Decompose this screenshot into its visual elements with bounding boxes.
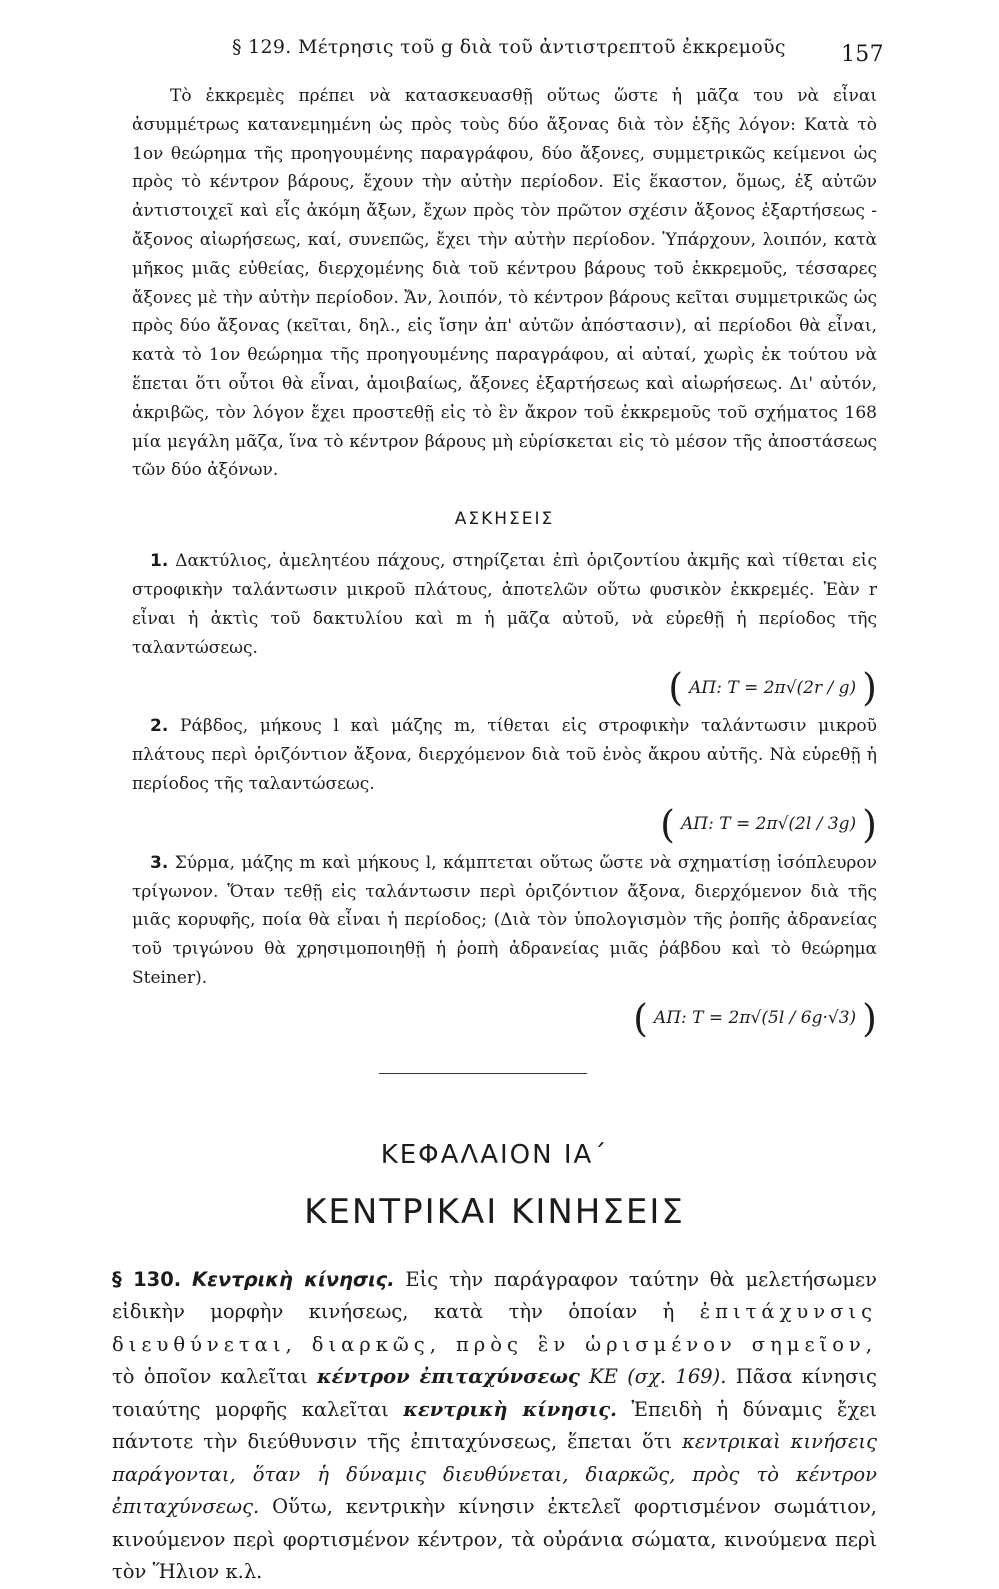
section-text-italic-statement: κεντρικαὶ κινήσεις παράγονται, ὅταν ἡ δύναμις διευθύνεται, διαρκῶς, πρὸς τὸ κέντρον ἐπιταχύνσεως. <box>112 1430 877 1519</box>
section-number: § 130. <box>112 1267 182 1291</box>
intro-paragraph: Τὸ ἐκκρεμὲς πρέπει νὰ κατασκευασθῇ οὕτως ὥστε ἡ μᾶζα του νὰ εἶναι ἀσυμμέτρως κατανεμημένη ὡς πρὸς τοὺς δύο ἄξονας διὰ τὸν ἑξῆς λόγον: Κατὰ τὸ 1ον θεώρημα τῆς προηγουμένης παραγράφου, δύο ἄξονες, συμμετρικῶς κείμενοι ὡς πρὸς τὸ κέντρον βάρους, ἔχουν τὴν αὐτὴν περίοδον. Εἰς ἕκαστον, ὅμως, ἐξ αὐτῶν ἀντιστοιχεῖ καὶ εἷς ἀκόμη ἄξων, ἔχων πρὸς τὸν πρῶτον σχέσιν ἄξονος ἐξαρτήσεως - ἄξονος αἰωρήσεως, καί, συνεπῶς, ἔχει τὴν αὐτὴν περίοδον. Ὑπάρχουν, λοιπόν, κατὰ μῆκος μιᾶς εὐθείας, διερχομένης διὰ τοῦ κέντρου βάρους τοῦ ἐκκρεμοῦς, τέσσαρες ἄξονες μὲ τὴν αὐτὴν περίοδον. Ἄν, λοιπόν, τὸ κέντρον βάρους κεῖται συμμετρικῶς ὡς πρὸς δύο ἄξονας (κεῖται, δηλ., εἰς ἴσην ἀπ' αὐτῶν ἀπόστασιν), αἱ περίοδοι θὰ εἶναι, κατὰ τὸ 1ον θεώρημα τῆς προηγουμένης παραγράφου, αἱ αὐταί, χωρὶς ἐκ τούτου νὰ ἕπεται ὅτι οὗτοι θὰ εἶναι, ἀμοιβαίως, ἄξονες ἐξαρτήσεως καὶ αἰωρήσεως. Δι' αὐτόν, ἀκριβῶς, τὸν λόγον ἔχει προστεθῇ εἰς τὸ ἓν ἄκρον τοῦ ἐκκρεμοῦς τοῦ σχήματος 168 μία μεγάλη μᾶζα, ἵνα τὸ κέντρον βάρους μὴ εὑρίσκεται εἰς τὸ μέσον τῆς ἀποστάσεως τῶν δύο ἀξόνων. <box>132 86 877 481</box>
page-number: 157 <box>841 42 884 67</box>
exercise-2-text: Ράβδος, μήκους l καὶ μάζης m, τίθεται εἰς στροφικὴν ταλάντωσιν μικροῦ πλάτους περὶ ὁριζόντιον ἄξονα, διερχόμενον διὰ τοῦ ἑνὸς ἄκρου αὐτῆς. Νὰ εὑρεθῇ ἡ περίοδος τῆς ταλαντώσεως. <box>132 716 878 794</box>
exercises-heading: ΑΣΚΗΣΕΙΣ <box>454 509 555 530</box>
exercise-2-number: 2. <box>150 716 169 737</box>
section-text-1: Εἰς τὴν παράγραφον ταύτην θὰ μελετήσωμεν εἰδικὴν μορφὴν κινήσεως, κατὰ τὴν ὁποίαν ἡ <box>112 1267 877 1324</box>
exercise-3-answer-text: ΑΠ: T = 2π√(5l / 6g·√3) <box>653 1008 857 1029</box>
exercise-1-number: 1. <box>150 551 169 572</box>
section-title: Κεντρικὴ κίνησις. <box>191 1267 395 1291</box>
section-text-6: Πᾶσα κίνησις τοιαύτης μορφῆς καλεῖται <box>112 1365 877 1421</box>
section-text-ke: ΚΕ (σχ. 169). <box>579 1365 727 1389</box>
section-text-3: τὸ ὁποῖον καλεῖται <box>112 1365 318 1389</box>
exercise-3-number: 3. <box>150 852 169 873</box>
exercise-2 <box>132 712 877 798</box>
section-text-spaced: ἐπιτάχυνσις διευθύνεται, διαρκῶς, πρὸς ἓν ὡρισμένον σημεῖον, <box>112 1300 877 1356</box>
exercise-3-answer: ( ΑΠ: T = 2π√(5l / 6g·√3) ) <box>633 996 877 1041</box>
section-text-8: Ἐπειδὴ ἡ δύναμις ἔχει πάντοτε τὴν διεύθυνσιν τῆς ἐπιταχύνσεως, ἕπεται ὅτι <box>112 1397 878 1454</box>
chapter-title: ΚΕΝΤΡΙΚΑΙ ΚΙΝΗΣΕΙΣ <box>304 1191 685 1232</box>
running-title: § 129. Μέτρησις τοῦ g διὰ τοῦ ἀντιστρεπτοῦ ἐκκρεμοῦς <box>232 36 786 58</box>
chapter-label: ΚΕΦΑΛΑΙΟΝ ΙΑ΄ <box>380 1139 609 1170</box>
section-divider <box>379 1073 587 1074</box>
exercise-3-text: Σύρμα, μάζης m καὶ μήκους l, κάμπτεται οὕτως ὥστε νὰ σχηματίσῃ ἰσόπλευρον τρίγωνον. Ὅταν τεθῇ εἰς ταλάντωσιν περὶ ὁριζόντιον ἄξονα, διερχόμενον διὰ τῆς μιᾶς κορυφῆς, ποία θὰ εἶναι ἡ περίοδος; (Διὰ τὸν ὑπολογισμὸν τῆς ῥοπῆς ἀδρανείας τοῦ τριγώνου θὰ χρησιμοποιηθῇ ἡ ῥοπὴ ἀδρανείας μιᾶς ῥάβδου καὶ τὸ θεώρημα Steiner). <box>132 852 877 988</box>
section-term-central-motion: κεντρικὴ κίνησις. <box>403 1397 617 1421</box>
section-term-acceleration-center: κέντρον ἐπιταχύνσεως <box>317 1365 580 1389</box>
exercise-1-text: Δακτύλιος, ἀμελητέου πάχους, στηρίζεται ἐπὶ ὁριζοντίου ἀκμῆς καὶ τίθεται εἰς στροφικὴν ταλάντωσιν μικροῦ πλάτους, ἀποτελῶν οὕτω φυσικὸν ἐκκρεμές. Ἐὰν r εἶναι ἡ ἀκτὶς τοῦ δακτυλίου καὶ m ἡ μᾶζα αὐτοῦ, νὰ εὑρεθῇ ἡ περίοδος τῆς ταλαντώσεως. <box>132 551 877 658</box>
exercise-1-answer: ( ΑΠ: T = 2π√(2r / g) ) <box>668 665 877 710</box>
exercise-3 <box>132 849 877 993</box>
exercise-1-answer-text: ΑΠ: T = 2π√(2r / g) <box>689 677 857 698</box>
page-body <box>112 82 878 1589</box>
section-130-paragraph <box>112 1264 877 1589</box>
exercise-2-answer-text: ΑΠ: T = 2π√(2l / 3g) <box>680 814 857 835</box>
exercise-1 <box>132 547 877 662</box>
page-header <box>0 28 999 68</box>
exercise-2-answer: ( ΑΠ: T = 2π√(2l / 3g) ) <box>660 802 877 847</box>
section-text-10: Οὕτω, κεντρικὴν κίνησιν ἐκτελεῖ φορτισμένον σωμάτιον, κινούμενον περὶ φορτισμένον κέντρον, τὰ οὐράνια σώματα, κινούμενα περὶ τὸν Ἥλιον κ.λ. <box>112 1495 877 1584</box>
